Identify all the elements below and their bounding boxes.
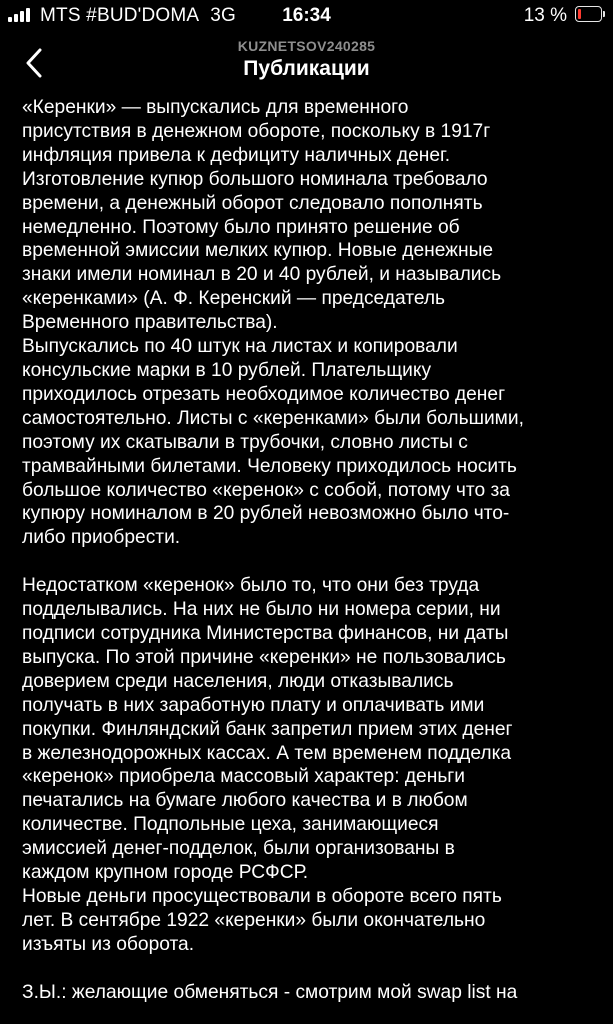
network-type: 3G — [210, 5, 237, 26]
post-paragraph: Новые деньги просуществовали в обороте всего пять лет. В сентябре 1922 «керенки» были окончательно изъяты из оборота. — [22, 886, 502, 955]
status-bar — [0, 0, 613, 34]
nav-bar — [0, 34, 613, 96]
status-time: 16:34 — [282, 5, 331, 26]
battery-level-fill — [578, 9, 581, 19]
post-paragraph: З.Ы.: желающие обменяться - смотрим мой swap list на — [22, 981, 518, 1003]
profile-username[interactable]: KUZNETSOV240285 — [237, 38, 376, 54]
battery-icon — [575, 6, 606, 23]
post-paragraph: «Керенки» — выпускались для временного присутствия в денежном обороте, поскольку в 1917г инфляция привела к дефициту наличных денег. Изготовление купюр большого номинала требовало времени, а денежный оборот следовало пополнять немедленно. Поэтому было принято решение об временной эмиссии мелких купюр. Новые денежные знаки имели номинал в 20 и 40 рублей, и назывались «керенками» (А. Ф. Керенский — председатель Временного правительства). — [22, 97, 502, 334]
page-title: Публикации — [243, 57, 370, 80]
post-caption — [22, 96, 597, 1005]
post-paragraph: Выпускались по 40 штук на листах и копировали консульские марки в 10 рублей. Плательщику приходилось отрезать необходимое количество денег самостоятельно. Листы с «керенками» были большими, поэтому их скатывали в трубочки, словно листы с трамвайными билетами. Человеку приходилось носить большое количество «керенок» с собой, потому что за купюру номиналом в 20 рублей невозможно было что- либо приобрести. — [22, 336, 524, 549]
battery-percent: 13 % — [523, 5, 567, 26]
post-paragraph: Недостатком «керенок» было то, что они без труда подделывались. На них не было ни номера серии, ни подписи сотрудника Министерства финансов, ни даты выпуска. По этой причине «керенки» не пользовались доверием среди населения, люди отказывались получать в них заработную плату и оплачивать ими покупки. Финляндский банк запретил прием этих денег в железнодорожных кассах. А тем временем подделка «керенок» приобрела массовый характер: деньги печатались на бумаге любого качества и в любом количестве. Подпольные цеха, занимающиеся эмиссией денег-подделок, были организованы в каждом крупном городе РСФСР. — [22, 575, 513, 884]
carrier-name: MTS #BUD'DOMA — [40, 5, 200, 26]
